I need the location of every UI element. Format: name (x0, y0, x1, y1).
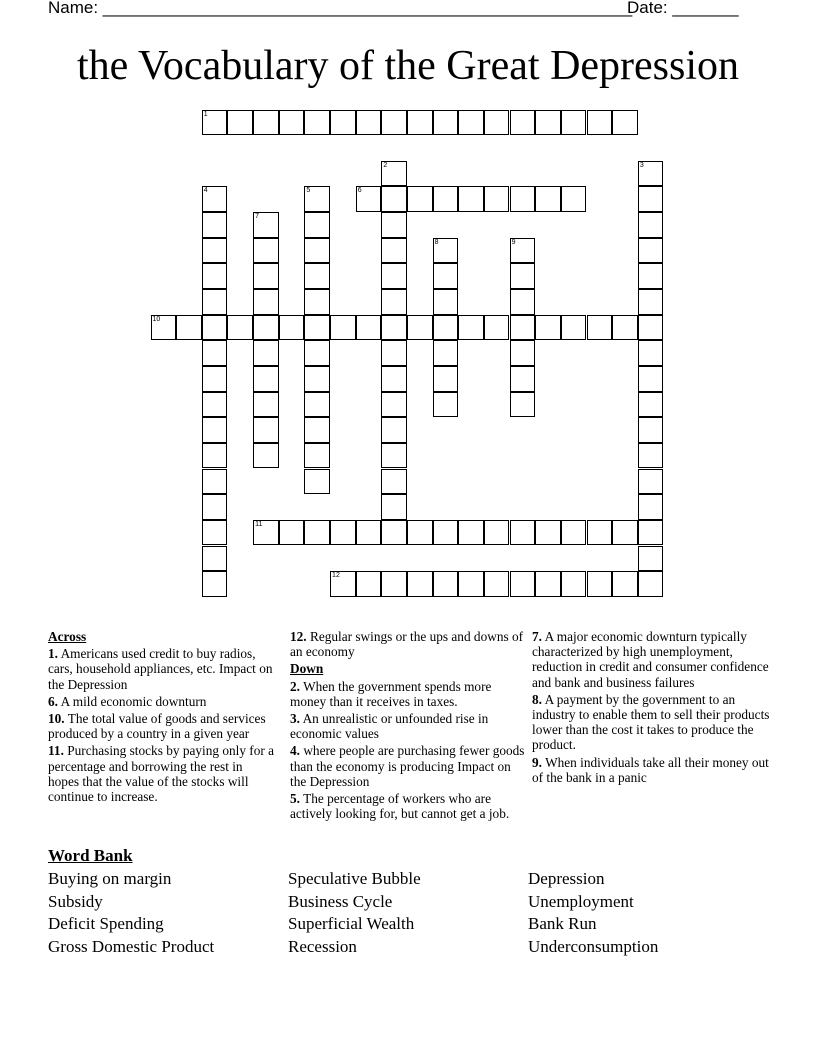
crossword-cell[interactable] (330, 110, 356, 136)
crossword-cell[interactable] (202, 186, 228, 212)
crossword-cell-number: 3 (639, 161, 644, 169)
crossword-cell[interactable] (638, 494, 664, 520)
clue-down-2: 2. When the government spends more money than it receives in taxes. (290, 678, 492, 709)
crossword-cell[interactable] (381, 161, 407, 187)
crossword-cell[interactable] (458, 520, 484, 546)
crossword-cell[interactable] (381, 110, 407, 136)
crossword-cell[interactable] (227, 110, 253, 136)
crossword-cell[interactable] (381, 520, 407, 546)
clue-down-3: 3. An unrealistic or unfounded rise in economic values (290, 711, 489, 742)
crossword-cell[interactable] (304, 289, 330, 315)
crossword-cell[interactable] (202, 263, 228, 289)
word-bank-item: Superficial Wealth (288, 914, 415, 934)
crossword-cell[interactable] (433, 186, 459, 212)
crossword-cell[interactable] (202, 571, 228, 597)
crossword-cell[interactable] (381, 392, 407, 418)
crossword-cell[interactable] (638, 546, 664, 572)
crossword-cell[interactable] (612, 571, 638, 597)
crossword-cell[interactable] (407, 520, 433, 546)
crossword-cell[interactable] (253, 238, 279, 264)
crossword-cell[interactable] (202, 340, 228, 366)
crossword-cell[interactable] (407, 110, 433, 136)
crossword-cell[interactable] (510, 340, 536, 366)
crossword-cell[interactable] (433, 366, 459, 392)
crossword-cell[interactable] (535, 571, 561, 597)
crossword-cell[interactable] (202, 238, 228, 264)
crossword-cell[interactable] (638, 186, 664, 212)
crossword-cell[interactable] (304, 263, 330, 289)
crossword-cell-number: 12 (332, 572, 340, 580)
clue-down-8: 8. A payment by the government to an industry to enable them to sell their products lower than the cost it takes to produce the product. (532, 691, 770, 753)
word-bank-item: Depression (528, 869, 605, 888)
crossword-cell[interactable] (510, 238, 536, 264)
crossword-cell[interactable] (304, 315, 330, 341)
crossword-cell[interactable] (381, 212, 407, 238)
crossword-cell[interactable] (381, 469, 407, 495)
crossword-cell[interactable] (304, 417, 330, 443)
crossword-cell[interactable] (638, 161, 664, 187)
crossword-cell[interactable] (304, 110, 330, 136)
crossword-cell[interactable] (202, 366, 228, 392)
crossword-cell[interactable] (407, 186, 433, 212)
crossword-cell[interactable] (304, 366, 330, 392)
crossword-cell[interactable] (484, 186, 510, 212)
crossword-cell[interactable] (356, 571, 382, 597)
crossword-cell[interactable] (638, 520, 664, 546)
clue-across-10: 10. The total value of goods and services produced by a country in a given year (48, 711, 266, 742)
crossword-cell[interactable] (433, 571, 459, 597)
crossword-cell[interactable] (253, 340, 279, 366)
crossword-cell[interactable] (510, 315, 536, 341)
crossword-cell[interactable] (561, 571, 587, 597)
crossword-cell[interactable] (561, 315, 587, 341)
crossword-cell[interactable] (510, 186, 536, 212)
crossword-cell-number: 2 (383, 161, 388, 169)
crossword-cell[interactable] (484, 520, 510, 546)
crossword-cell[interactable] (561, 520, 587, 546)
crossword-cell[interactable] (202, 392, 228, 418)
crossword-cell[interactable] (202, 546, 228, 572)
crossword-cell[interactable] (510, 392, 536, 418)
name-field-label: Name: ________________________________________________________ (48, 0, 633, 17)
clue-across-6: 6. A mild economic downturn (48, 693, 207, 709)
crossword-cell[interactable] (279, 110, 305, 136)
crossword-cell[interactable] (304, 469, 330, 495)
crossword-cell[interactable] (612, 520, 638, 546)
crossword-cell[interactable] (484, 110, 510, 136)
clues-column-3 (532, 629, 772, 787)
word-bank-item: Business Cycle (288, 891, 393, 911)
word-bank-item: Speculative Bubble (288, 869, 421, 888)
word-bank-item: Deficit Spending (48, 914, 164, 934)
crossword-cell[interactable] (458, 571, 484, 597)
crossword-cell[interactable] (433, 263, 459, 289)
crossword-cell[interactable] (638, 417, 664, 443)
crossword-cell[interactable] (202, 289, 228, 315)
crossword-cell-number: 5 (306, 187, 311, 195)
across-heading: Across (48, 629, 87, 644)
crossword-cell[interactable] (433, 520, 459, 546)
clue-across-1: 1. Americans used credit to buy radios, cars, household appliances, etc. Impact on the Depression (48, 646, 273, 692)
crossword-cell[interactable] (304, 520, 330, 546)
clues-column-1 (48, 629, 276, 806)
crossword-cell[interactable] (561, 110, 587, 136)
date-field-label: Date: _______ (627, 0, 739, 17)
word-bank-item: Buying on margin (48, 869, 172, 888)
crossword-cell[interactable] (510, 289, 536, 315)
crossword-cell[interactable] (381, 494, 407, 520)
crossword-cell[interactable] (304, 212, 330, 238)
crossword-cell[interactable] (202, 469, 228, 495)
crossword-cell[interactable] (638, 443, 664, 469)
crossword-cell[interactable] (587, 571, 613, 597)
clue-down-9: 9. When individuals take all their money out of the bank in a panic (532, 754, 769, 785)
clue-down-7: 7. A major economic downturn typically characterized by high unemployment, reduction in credit and consumer confidence and bank and business failures (532, 629, 769, 690)
crossword-cell-number: 9 (511, 238, 516, 246)
crossword-cell[interactable] (612, 315, 638, 341)
clue-down-4: 4. where people are purchasing fewer goods than the economy is producing Impact on the Depression (290, 743, 525, 789)
crossword-cell[interactable] (638, 366, 664, 392)
page-title: the Vocabulary of the Great Depression (76, 43, 740, 89)
crossword-cell[interactable] (638, 340, 664, 366)
crossword-cell[interactable] (638, 571, 664, 597)
crossword-cell[interactable] (279, 315, 305, 341)
word-bank-item: Recession (288, 937, 357, 957)
crossword-cell[interactable] (458, 110, 484, 136)
crossword-cell[interactable] (202, 417, 228, 443)
word-bank-item: Subsidy (48, 891, 103, 911)
crossword-cell[interactable] (510, 520, 536, 546)
crossword-cell[interactable] (587, 315, 613, 341)
crossword-cell[interactable] (484, 315, 510, 341)
crossword-cell[interactable] (151, 315, 177, 341)
crossword-cell[interactable] (253, 520, 279, 546)
crossword-cell[interactable] (304, 443, 330, 469)
crossword-cell[interactable] (433, 392, 459, 418)
crossword-cell[interactable] (356, 315, 382, 341)
crossword-cell[interactable] (330, 520, 356, 546)
crossword-cell[interactable] (202, 315, 228, 341)
crossword-cell[interactable] (638, 315, 664, 341)
crossword-cell[interactable] (227, 315, 253, 341)
down-heading: Down (290, 661, 324, 677)
crossword-cell[interactable] (381, 238, 407, 264)
crossword-cell[interactable] (510, 263, 536, 289)
crossword-cell[interactable] (356, 520, 382, 546)
crossword-cell[interactable] (304, 238, 330, 264)
crossword-cell[interactable] (253, 289, 279, 315)
crossword-cell-number: 8 (434, 238, 439, 246)
crossword-cell[interactable] (304, 392, 330, 418)
crossword-cell[interactable] (356, 110, 382, 136)
crossword-cell[interactable] (638, 212, 664, 238)
crossword-cell[interactable] (253, 263, 279, 289)
crossword-cell[interactable] (535, 186, 561, 212)
crossword-cell[interactable] (330, 571, 356, 597)
crossword-cell[interactable] (304, 340, 330, 366)
crossword-cell-number: 1 (203, 110, 208, 118)
crossword-cell[interactable] (433, 110, 459, 136)
crossword-cell-number: 6 (357, 187, 362, 195)
word-bank-item: Bank Run (528, 914, 597, 934)
crossword-cell[interactable] (535, 315, 561, 341)
word-bank-column-1 (48, 868, 214, 959)
crossword-cell[interactable] (458, 315, 484, 341)
crossword-cell[interactable] (356, 186, 382, 212)
crossword-cell[interactable] (587, 520, 613, 546)
crossword-cell[interactable] (253, 417, 279, 443)
word-bank-column-3 (528, 868, 658, 959)
crossword-cell[interactable] (381, 186, 407, 212)
crossword-cell[interactable] (253, 212, 279, 238)
crossword-cell[interactable] (330, 315, 356, 341)
crossword-cell-number: 11 (255, 520, 263, 528)
crossword-cell[interactable] (535, 110, 561, 136)
crossword-cell[interactable] (484, 571, 510, 597)
crossword-cell[interactable] (433, 315, 459, 341)
crossword-cell[interactable] (433, 340, 459, 366)
crossword-cell[interactable] (253, 315, 279, 341)
word-bank-column-2 (288, 868, 421, 959)
crossword-cell[interactable] (612, 110, 638, 136)
crossword-cell-number: 10 (152, 315, 161, 323)
clue-across-12: 12. Regular swings or the ups and downs of an economy (290, 629, 524, 660)
crossword-cell[interactable] (253, 110, 279, 136)
crossword-cell[interactable] (407, 571, 433, 597)
crossword-cell[interactable] (253, 443, 279, 469)
crossword-cell[interactable] (433, 289, 459, 315)
crossword-cell[interactable] (510, 571, 536, 597)
crossword-cell[interactable] (638, 289, 664, 315)
word-bank-item: Gross Domestic Product (48, 937, 215, 957)
crossword-cell[interactable] (638, 238, 664, 264)
crossword-cell[interactable] (638, 263, 664, 289)
crossword-cell[interactable] (381, 263, 407, 289)
crossword-cell[interactable] (253, 366, 279, 392)
crossword-cell[interactable] (561, 186, 587, 212)
clue-down-5: 5. The percentage of workers who are actively looking for, but cannot get a job. (290, 791, 510, 822)
crossword-cell-number: 7 (255, 213, 259, 221)
crossword-cell[interactable] (510, 110, 536, 136)
crossword-cell[interactable] (304, 186, 330, 212)
word-bank-item: Unemployment (528, 891, 634, 911)
word-bank-item: Underconsumption (528, 937, 659, 957)
crossword-cell[interactable] (638, 469, 664, 495)
crossword-cell[interactable] (279, 520, 305, 546)
crossword-cell[interactable] (381, 443, 407, 469)
crossword-cell-number: 4 (203, 187, 208, 195)
crossword-cell[interactable] (202, 443, 228, 469)
crossword-cell[interactable] (381, 340, 407, 366)
crossword-cell[interactable] (202, 520, 228, 546)
crossword-cell[interactable] (176, 315, 202, 341)
word-bank-heading: Word Bank (48, 846, 133, 865)
crossword-cell[interactable] (381, 417, 407, 443)
crossword-cell[interactable] (202, 110, 228, 136)
crossword-cell[interactable] (381, 289, 407, 315)
crossword-cell[interactable] (381, 366, 407, 392)
clues-column-2 (290, 629, 526, 823)
crossword-cell[interactable] (638, 392, 664, 418)
crossword-cell[interactable] (381, 571, 407, 597)
crossword-cell[interactable] (535, 520, 561, 546)
crossword-cell[interactable] (587, 110, 613, 136)
clue-across-11: 11. Purchasing stocks by paying only for a percentage and borrowing the rest in hopes that the value of the stocks will continue to increase. (48, 743, 275, 805)
crossword-cell[interactable] (510, 366, 536, 392)
crossword-cell[interactable] (253, 392, 279, 418)
crossword-cell[interactable] (202, 212, 228, 238)
crossword-cell[interactable] (407, 315, 433, 341)
crossword-cell[interactable] (433, 238, 459, 264)
crossword-cell[interactable] (381, 315, 407, 341)
crossword-cell[interactable] (202, 494, 228, 520)
crossword-cell[interactable] (458, 186, 484, 212)
